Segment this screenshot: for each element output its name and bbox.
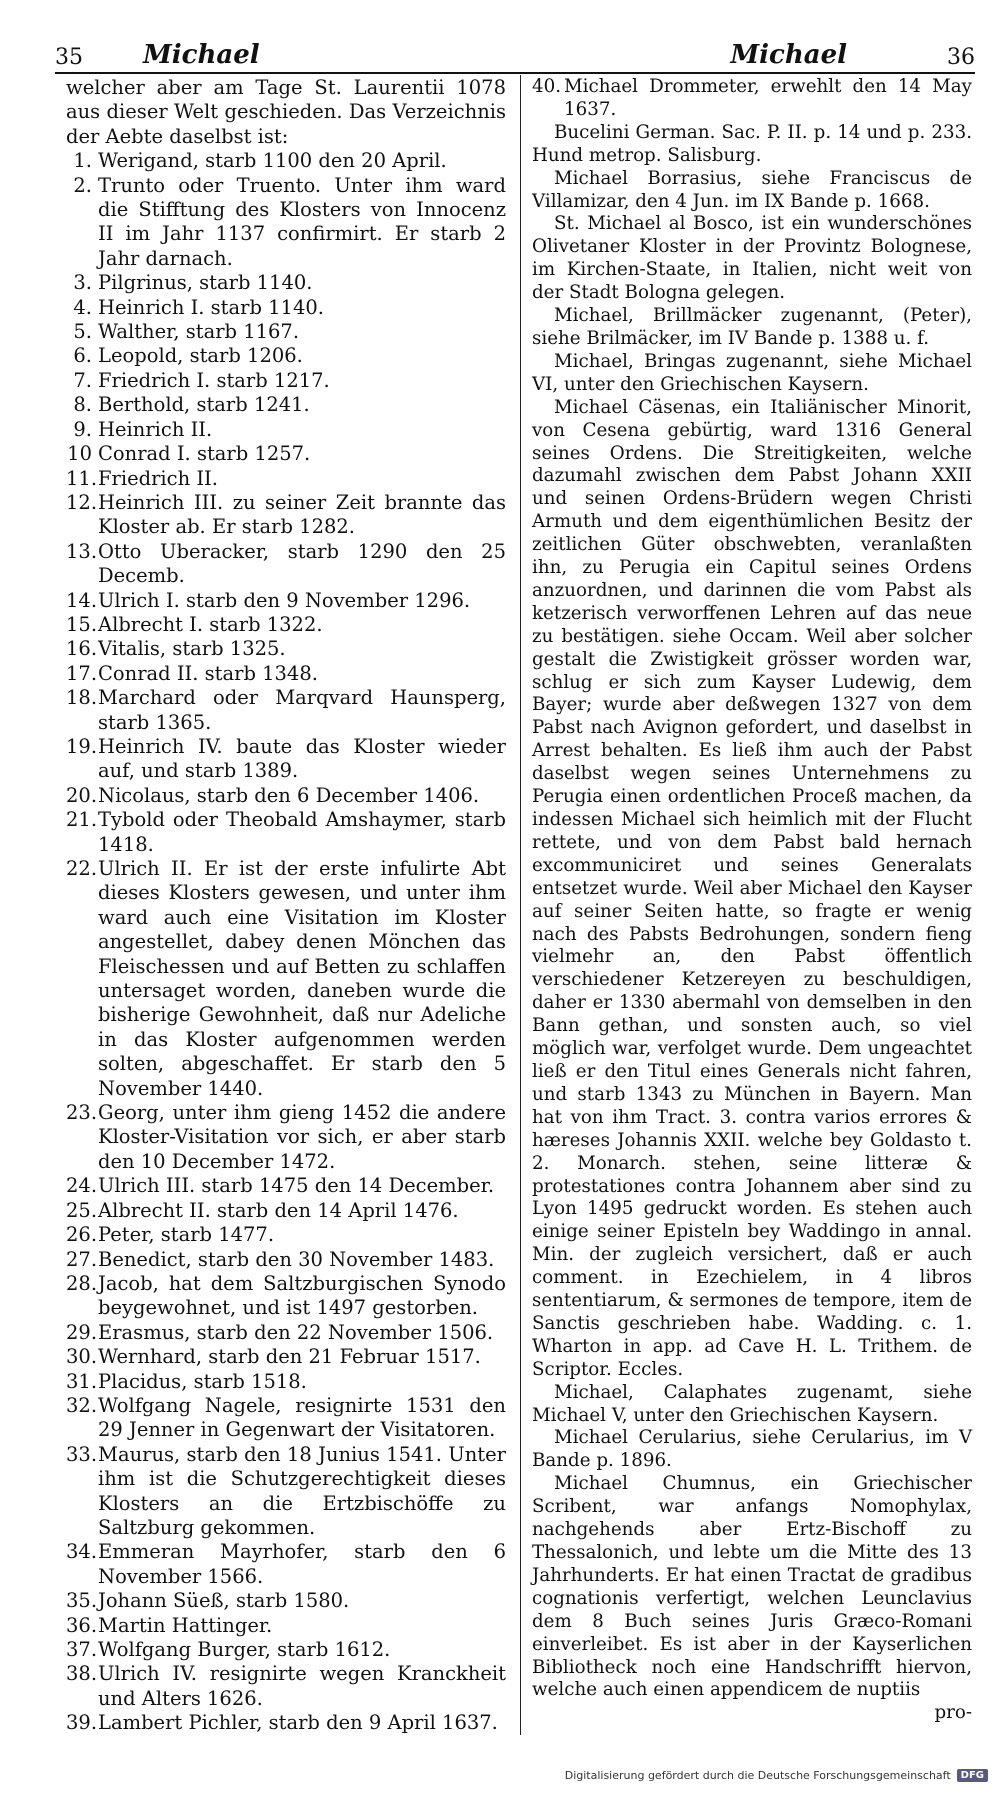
- entry-text: Emmeran Mayrhofer, starb den 6 November 1566.: [98, 1540, 506, 1588]
- entry-number: 38.: [66, 1662, 98, 1686]
- page-header: [55, 30, 975, 70]
- entry-text: Placidus, starb 1518.: [98, 1369, 307, 1393]
- left-intro-paragraph: welcher aber am Tage St. Laurentii 1078 aus dieser Welt geschieden. Das Verzeichnis der Aebte daselbst ist:: [66, 76, 506, 148]
- entry-text: Berthold, starb 1241.: [98, 393, 310, 417]
- right-running-title: Michael: [730, 40, 847, 70]
- entry-number: 8.: [73, 393, 92, 417]
- entry-number: 17.: [66, 661, 98, 685]
- entry-number: 10: [67, 442, 92, 466]
- list-item: [66, 1345, 506, 1369]
- right-page-number: 36: [947, 45, 975, 70]
- entry-number: 23.: [66, 1101, 98, 1125]
- entry-text: Albrecht II. starb den 14 April 1476.: [98, 1198, 459, 1222]
- lexicon-paragraph: Michael Cäsenas, ein Italiänischer Minorit, von Cesena gebürtig, ward 1316 General seines Ordens. Die Streitigkeiten, welche dazumahl zwischen dem Pabst Johann XXII und seinen Ordens-Brüdern wegen Christi Armuth und dem eigenthümlichen Besitz der zeitlichen Güter obschwebten, veranlaßten ihn, zu Perugia ein Capitul seines Ordens anzuordnen, und darinnen die vom Pabst als ketzerisch verworffenen Lehren auf das neue zu bestätigen. siehe Occam. Weil aber solcher gestalt die Zwistigkeit grösser worden war, schlug er sich zum Kayser Ludewig, dem Bayer; wurde aber deßwegen 1327 von dem Pabst nach Avignon gefordert, und daselbst in Arrest behalten. Es ließ ihm auch der Pabst daselbst wegen seines Unternehmens zu Perugia einen ordentlichen Proceß machen, da indessen Michael sich heimlich mit der Flucht rettete, und von dem Pabst bald hernach excommuniciret und seines Generalats entsetzet wurde. Weil aber Michael den Kayser auf seiner Seiten hatte, so fragte er wenig nach des Pabsts Bedrohungen, sondern fieng vielmehr an, den Pabst öffentlich verschiedener Ketzereyen zu beschuldigen, daher er 1330 abermahl von demselben in den Bann gethan, und sonsten auch, so viel möglich war, verfolget wurde. Dem ungeachtet ließ er den Titul eines Generals nicht fahren, und starb 1343 zu München in Bayern. Man hat von ihm Tract. 3. contra varios errores & hæreses Johannis XXII. welche bey Goldasto t. 2. Monarch. stehen, seine litteræ & protestationes contra Johannem aber sind zu Lyon 1495 gedruckt worden. Es stehen auch einige seiner Episteln bey Waddingo in annal. Min. der zugleich versichert, daß er auch comment. in Ezechielem, in 4 libros sententiarum, & sermones de tempore, item de Sanctis geschrieben habe. Wadding. c. 1. Wharton in app. ad Cave H. L. Trithem. de Scriptor. Eccles.: [532, 396, 972, 1380]
- entry-text: Pilgrinus, starb 1140.: [98, 271, 313, 295]
- entry-number: 33.: [66, 1442, 98, 1466]
- lexicon-entries: [532, 122, 972, 1703]
- list-item: [66, 369, 506, 393]
- entry-number: 21.: [66, 808, 98, 832]
- entry-number: 28.: [66, 1271, 98, 1295]
- left-running-title: Michael: [143, 40, 260, 70]
- entry-number: 39.: [66, 1711, 98, 1735]
- list-item: [66, 1101, 506, 1174]
- entry-text: Wernhard, starb den 21 Februar 1517.: [98, 1345, 481, 1369]
- list-item: [66, 344, 506, 368]
- entry-text: Vitalis, starb 1325.: [98, 637, 286, 661]
- entry-number: 34.: [66, 1540, 98, 1564]
- entry-number: 25.: [66, 1198, 98, 1222]
- entry-number: 9.: [73, 417, 92, 441]
- entry-text: Otto Uberacker, starb 1290 den 25 Decemb.: [98, 539, 506, 588]
- entry-text: Heinrich II.: [98, 417, 213, 441]
- lexicon-paragraph: Michael, Calaphates zugenamt, siehe Michael V, unter den Griechischen Kaysern.: [532, 1381, 972, 1426]
- lexicon-paragraph: Michael, Bringas zugenannt, siehe Michael VI, unter den Griechischen Kaysern.: [532, 350, 972, 395]
- entry-number: 5.: [73, 320, 92, 344]
- entry-number: 2.: [73, 173, 92, 197]
- entry-text: Conrad II. starb 1348.: [98, 661, 318, 685]
- list-item: [66, 1394, 506, 1443]
- entry-text: Heinrich I. starb 1140.: [98, 295, 324, 319]
- list-item: [66, 467, 506, 491]
- entry-number: 24.: [66, 1174, 98, 1198]
- lexicon-paragraph: Michael, Brillmäcker zugenannt, (Peter), siehe Brilmäcker, im IV Bande p. 1388 u. f.: [532, 305, 972, 349]
- entry-text: Conrad I. starb 1257.: [98, 442, 311, 466]
- entry-number: 1.: [73, 149, 92, 173]
- entry-text: Werigand, starb 1100 den 20 April.: [98, 149, 447, 173]
- entry-number: 12.: [66, 490, 98, 514]
- list-item: [66, 174, 506, 272]
- entry-text: Ulrich III. starb 1475 den 14 December.: [98, 1174, 495, 1198]
- lexicon-paragraph: Michael Chumnus, ein Griechischer Scribent, war anfangs Nomophylax, nachgehends aber Ertz-Bischoff zu Thessalonich, und lebte um die Mitte des 13 Jahrhunderts. Er hat einen Tractat de gradibus cognationis verfertigt, welchen Leunclavius dem 8 Buch seines Juris Græco-Romani einverleibet. Es ist aber in der Kayserlichen Bibliotheck noch eine Handschrifft hiervon, welche auch einen appendicem de nuptiis: [532, 1473, 972, 1701]
- list-item: [66, 637, 506, 661]
- entry-number: 29.: [66, 1320, 98, 1344]
- entry-text: Maurus, starb den 18 Junius 1541. Unter ihm ist die Schutzgerechtigkeit dieses Klosters an die Ertzbischöffe zu Saltzburg gekommen.: [98, 1442, 506, 1539]
- list-item: [532, 76, 972, 122]
- entry-number: 37.: [66, 1638, 98, 1661]
- abbot-list-continued: [532, 76, 972, 122]
- list-item: [66, 662, 506, 686]
- entry-number: 18.: [66, 686, 98, 710]
- entry-text: Heinrich III. zu seiner Zeit brannte das Kloster ab. Er starb 1282.: [98, 490, 506, 539]
- list-item: [66, 1540, 506, 1589]
- list-item: [66, 418, 506, 442]
- list-item: [66, 296, 506, 320]
- entry-text: Benedict, starb den 30 November 1483.: [98, 1247, 495, 1271]
- entry-number: 35.: [66, 1589, 98, 1613]
- list-item: [66, 1443, 506, 1541]
- entry-text: Trunto oder Truento. Unter ihm ward die Stifftung des Klosters von Innocenz II im Jahr 1137 confirmirt. Er starb 2 Jahr darnach.: [98, 173, 506, 270]
- entry-text: Lambert Pichler, starb den 9 April 1637.: [98, 1711, 498, 1735]
- entry-number: 19.: [66, 734, 98, 758]
- entry-text: Ulrich II. Er ist der erste infulirte Abt dieses Klosters gewesen, und unter ihm ward auch eine Visitation im Kloster angestellet, dabey denen Mönchen das Fleischessen und auf Betten zu schlaffen untersaget worden, daneben wurde die bisherige Gewohnheit, daß nur Adeliche in das Kloster aufgenommen werden solten, abgeschaffet. Er starb den 5 November 1440.: [98, 857, 506, 1100]
- list-item: [66, 1638, 506, 1662]
- entry-text: Friedrich II.: [98, 466, 218, 490]
- list-item: [66, 271, 506, 295]
- list-item: [66, 686, 506, 735]
- entry-text: Michael Drommeter, erwehlt den 14 May 1637.: [564, 76, 972, 120]
- catchword: pro-: [934, 1702, 972, 1724]
- entry-number: 32.: [66, 1393, 98, 1417]
- entry-text: Georg, unter ihm gieng 1452 die andere Kloster-Visitation vor sich, er aber starb den 10 December 1472.: [98, 1101, 506, 1173]
- column-divider: [520, 75, 521, 1735]
- entry-text: Walther, starb 1167.: [98, 320, 300, 344]
- entry-number: 40.: [532, 76, 562, 97]
- entry-number: 20.: [66, 783, 98, 807]
- entry-text: Jacob, hat dem Saltzburgischen Synodo beygewohnet, und ist 1497 gestorben.: [98, 1271, 506, 1320]
- entry-number: 11.: [66, 466, 98, 490]
- entry-number: 4.: [73, 295, 92, 319]
- entry-text: Wolfgang Nagele, resignirte 1531 den 29 Jenner in Gegenwart der Visitatoren.: [98, 1393, 506, 1442]
- lexicon-paragraph: St. Michael al Bosco, ist ein wunderschönes Olivetaner Kloster in der Provintz Bolognese, im Kirchen-Staate, in Italien, nicht weit von der Stadt Bologna gelegen.: [532, 213, 972, 304]
- header-right: [730, 40, 975, 70]
- entry-text: Heinrich IV. baute das Kloster wieder auf, und starb 1389.: [98, 734, 506, 783]
- list-item: [66, 393, 506, 417]
- list-item: [66, 442, 506, 466]
- list-item: [66, 540, 506, 589]
- entry-number: 31.: [66, 1369, 98, 1393]
- list-item: [66, 320, 506, 344]
- left-column: [66, 76, 506, 1736]
- entry-text: Friedrich I. starb 1217.: [98, 368, 330, 392]
- entry-text: Erasmus, starb den 22 November 1506.: [98, 1320, 494, 1344]
- list-item: [66, 589, 506, 613]
- entry-text: Nicolaus, starb den 6 December 1406.: [98, 783, 480, 807]
- entry-number: 22.: [66, 857, 98, 880]
- list-item: [66, 784, 506, 808]
- entry-text: Peter, starb 1477.: [98, 1223, 275, 1247]
- right-column: [532, 76, 972, 1744]
- header-left: [55, 40, 260, 70]
- list-item: [66, 735, 506, 784]
- dfg-logo: DFG: [957, 1769, 988, 1782]
- entry-text: Albrecht I. starb 1322.: [98, 612, 323, 636]
- entry-text: Ulrich I. starb den 9 November 1296.: [98, 588, 471, 612]
- list-item: [66, 149, 506, 173]
- list-item: [66, 1321, 506, 1345]
- footer-credit: Digitalisierung gefördert durch die Deutsche Forschungsgemeinschaft: [564, 1769, 951, 1782]
- entry-number: 14.: [66, 588, 98, 612]
- list-item: [66, 1662, 506, 1711]
- header-rule: [55, 72, 975, 74]
- list-item: [66, 1223, 506, 1247]
- entry-number: 6.: [73, 344, 92, 368]
- entry-number: 27.: [66, 1247, 98, 1271]
- entry-text: Martin Hattinger.: [98, 1613, 273, 1637]
- lexicon-paragraph: Michael Borrasius, siehe Franciscus de Villamizar, den 4 Jun. im IX Bande p. 1668.: [532, 167, 972, 212]
- abbot-list: [66, 149, 506, 1735]
- list-item: [66, 1711, 506, 1735]
- list-item: [66, 1272, 506, 1321]
- entry-text: Ulrich IV. resignirte wegen Kranckheit und Alters 1626.: [98, 1662, 506, 1710]
- list-item: [66, 857, 506, 1101]
- list-item: [66, 808, 506, 857]
- entry-number: 3.: [73, 271, 92, 295]
- entry-number: 30.: [66, 1345, 98, 1369]
- entry-number: 26.: [66, 1223, 98, 1247]
- left-page-number: 35: [55, 45, 83, 70]
- entry-number: 15.: [66, 612, 98, 636]
- entry-number: 7.: [73, 368, 92, 392]
- list-item: [66, 1589, 506, 1613]
- list-item: [66, 1199, 506, 1223]
- list-item: [66, 1248, 506, 1272]
- entry-number: 36.: [66, 1613, 98, 1637]
- list-item: [66, 491, 506, 540]
- entry-text: Leopold, starb 1206.: [98, 344, 303, 368]
- lexicon-paragraph: Bucelini German. Sac. P. II. p. 14 und p. 233. Hund metrop. Salisburg.: [532, 121, 972, 166]
- entry-text: Tybold oder Theobald Amshaymer, starb 1418.: [98, 808, 506, 856]
- list-item: [66, 1174, 506, 1198]
- entry-text: Marchard oder Marqvard Haunsperg, starb 1365.: [98, 686, 506, 734]
- entry-number: 16.: [66, 637, 98, 661]
- list-item: [66, 1370, 506, 1394]
- digitization-footer: [565, 1769, 988, 1782]
- entry-number: 13.: [66, 539, 98, 563]
- entry-text: Wolfgang Burger, starb 1612.: [98, 1638, 391, 1661]
- list-item: [66, 1614, 506, 1638]
- lexicon-paragraph: Michael Cerularius, siehe Cerularius, im V Bande p. 1896.: [532, 1427, 972, 1472]
- entry-text: Johann Süeß, starb 1580.: [98, 1589, 350, 1613]
- list-item: [66, 613, 506, 637]
